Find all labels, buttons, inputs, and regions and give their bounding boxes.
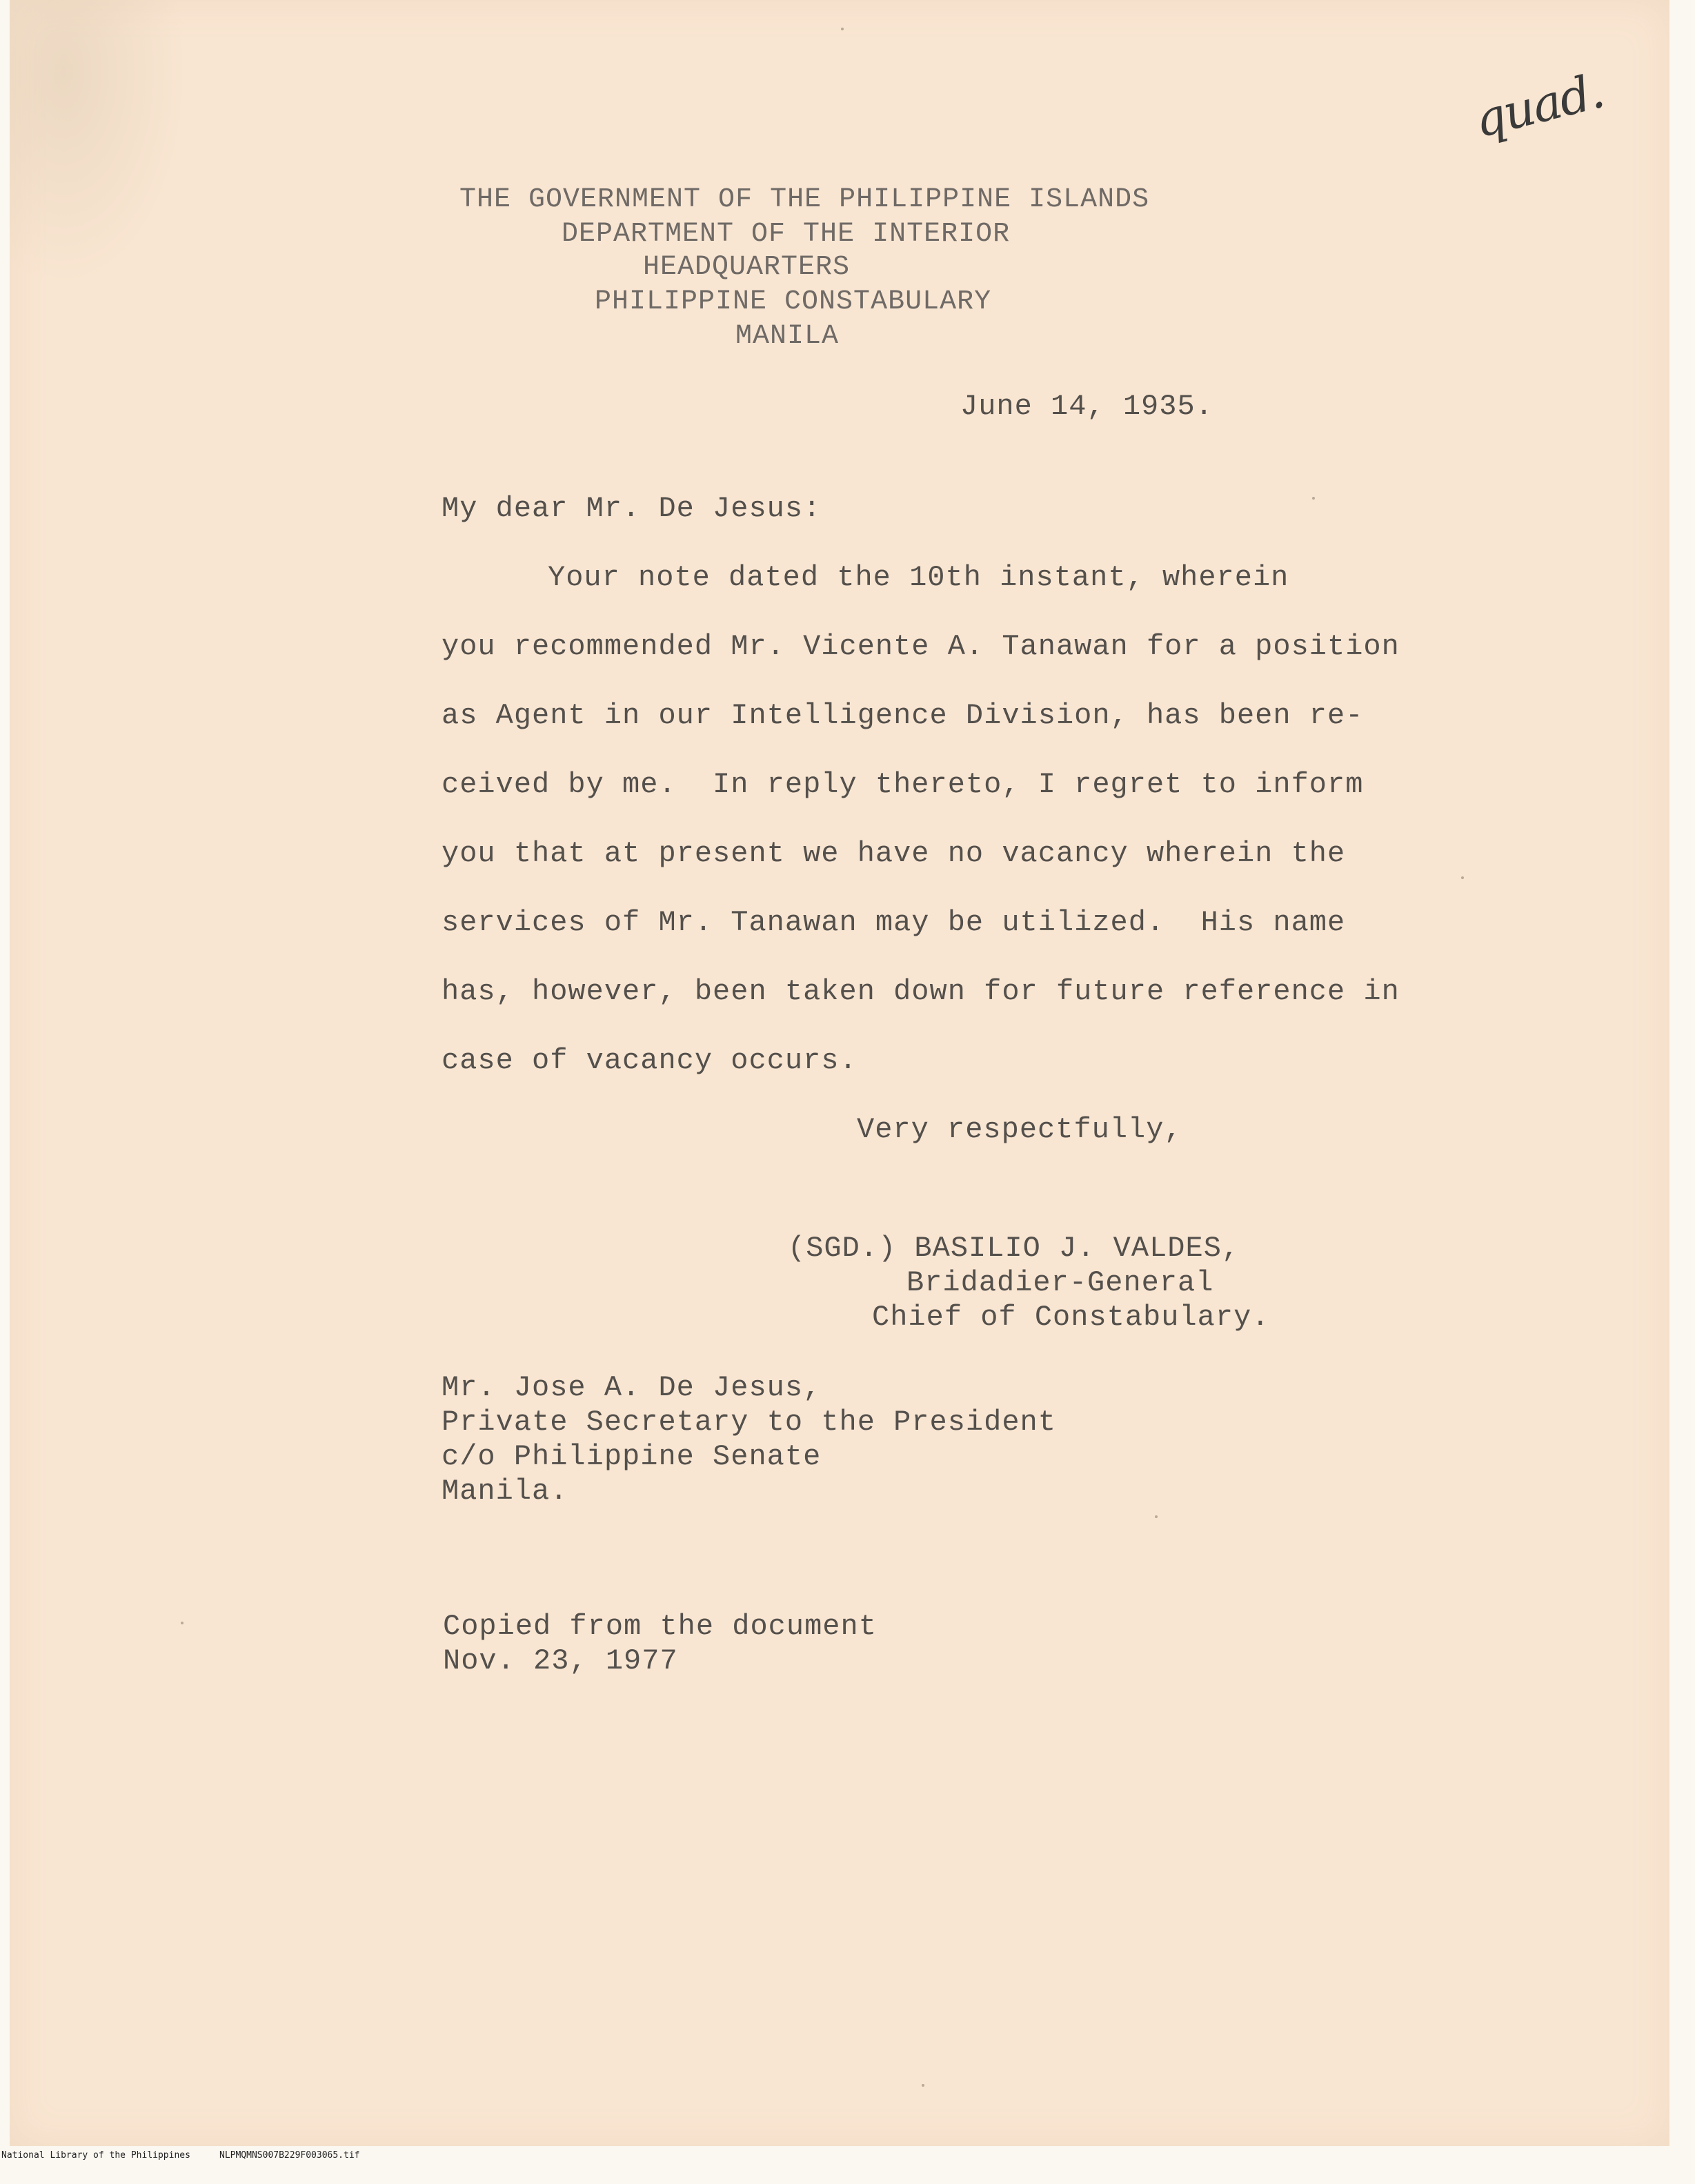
- paper-speck: [841, 28, 844, 30]
- signature-name: (SGD.) BASILIO J. VALDES,: [788, 1232, 1240, 1265]
- body-line: you that at present we have no vacancy wherein the: [442, 837, 1346, 870]
- recipient-position: Private Secretary to the President: [442, 1406, 1056, 1439]
- letterhead-city: MANILA: [735, 321, 840, 352]
- letterhead-headquarters: HEADQUARTERS: [643, 252, 851, 283]
- signature-rank: Bridadier-General: [906, 1266, 1214, 1299]
- signature-title: Chief of Constabulary.: [872, 1301, 1270, 1334]
- body-line: you recommended Mr. Vicente A. Tanawan for a position: [442, 630, 1400, 663]
- paper-speck: [1461, 876, 1464, 879]
- body-line: services of Mr. Tanawan may be utilized. His name: [442, 906, 1346, 939]
- body-line: ceived by me. In reply thereto, I regret to inform: [442, 768, 1364, 801]
- paper-speck: [1312, 497, 1315, 500]
- closing: Very respectfully,: [857, 1113, 1182, 1146]
- letter-date: June 14, 1935.: [960, 390, 1213, 423]
- body-line: Your note dated the 10th instant, wherein: [548, 561, 1289, 594]
- paper-speck: [181, 1622, 184, 1624]
- letterhead-department: DEPARTMENT OF THE INTERIOR: [562, 219, 1011, 250]
- scan-footer: [0, 2146, 1695, 2184]
- letterhead-constabulary: PHILIPPINE CONSTABULARY: [595, 286, 992, 317]
- letterhead-government: THE GOVERNMENT OF THE PHILIPPINE ISLANDS: [459, 184, 1150, 215]
- recipient-city: Manila.: [442, 1475, 568, 1508]
- handwritten-annotation: quad.: [1468, 62, 1609, 149]
- recipient-care-of: c/o Philippine Senate: [442, 1440, 822, 1473]
- copy-note: Copied from the document: [443, 1610, 877, 1643]
- footer-institution: National Library of the Philippines: [1, 2150, 190, 2161]
- body-line: as Agent in our Intelligence Division, has been re-: [442, 699, 1364, 732]
- body-line: case of vacancy occurs.: [442, 1044, 858, 1077]
- copy-date: Nov. 23, 1977: [443, 1644, 678, 1678]
- paper-speck: [922, 2084, 924, 2087]
- body-line: has, however, been taken down for future reference in: [442, 975, 1400, 1008]
- salutation: My dear Mr. De Jesus:: [442, 492, 822, 525]
- letter-page: [10, 0, 1669, 2146]
- recipient-name: Mr. Jose A. De Jesus,: [442, 1371, 822, 1404]
- paper-speck: [1155, 1515, 1158, 1518]
- footer-file-id: NLPMQMNS007B229F003065.tif: [219, 2150, 360, 2161]
